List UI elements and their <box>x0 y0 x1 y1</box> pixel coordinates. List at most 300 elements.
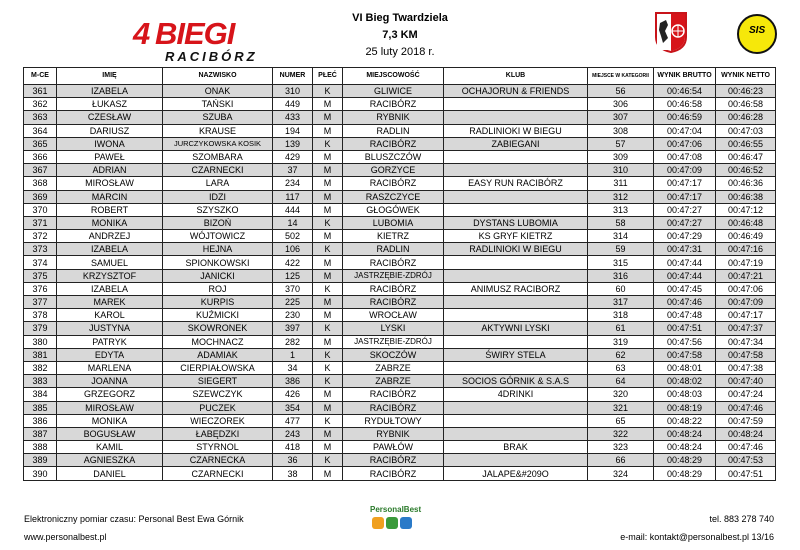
cell-gross-time: 00:48:22 <box>654 414 716 427</box>
cell-net-time: 00:47:38 <box>716 361 776 374</box>
cell-club <box>444 401 588 414</box>
cell-last-name: SKOWRONEK <box>163 322 273 335</box>
table-row <box>24 190 776 203</box>
cell-gender: K <box>313 282 343 295</box>
cell-bib-number: 194 <box>273 124 313 137</box>
cell-last-name: SZUBA <box>163 111 273 124</box>
cell-category-place: 312 <box>588 190 654 203</box>
cell-gross-time: 00:48:02 <box>654 375 716 388</box>
cell-first-name: PATRYK <box>57 335 163 348</box>
cell-place: 371 <box>24 216 57 229</box>
cell-gross-time: 00:47:51 <box>654 322 716 335</box>
cell-place: 376 <box>24 282 57 295</box>
cell-net-time: 00:47:09 <box>716 296 776 309</box>
cell-place: 390 <box>24 467 57 480</box>
cell-last-name: ADAMIAK <box>163 348 273 361</box>
cell-town: RYDUŁTOWY <box>343 414 444 427</box>
cell-place: 377 <box>24 296 57 309</box>
cell-category-place: 57 <box>588 137 654 150</box>
table-row <box>24 98 776 111</box>
cell-net-time: 00:47:03 <box>716 124 776 137</box>
cell-town: RYBNIK <box>343 111 444 124</box>
cell-category-place: 322 <box>588 427 654 440</box>
race-title: VI Bieg Twardziela <box>352 12 448 24</box>
cell-first-name: ROBERT <box>57 203 163 216</box>
cell-net-time: 00:47:06 <box>716 282 776 295</box>
cell-place: 364 <box>24 124 57 137</box>
column-header-gross-time: WYNIK BRUTTO <box>654 68 716 85</box>
cell-bib-number: 34 <box>273 361 313 374</box>
cell-last-name: ONAK <box>163 85 273 98</box>
cell-category-place: 66 <box>588 454 654 467</box>
cell-last-name: CZARNECKI <box>163 467 273 480</box>
cell-first-name: EDYTA <box>57 348 163 361</box>
cell-gender: M <box>313 269 343 282</box>
cell-place: 373 <box>24 243 57 256</box>
cell-first-name: ŁUKASZ <box>57 98 163 111</box>
cell-category-place: 64 <box>588 375 654 388</box>
cell-place: 369 <box>24 190 57 203</box>
cell-first-name: BOGUSŁAW <box>57 427 163 440</box>
cell-town: RACIBÓRZ <box>343 256 444 269</box>
cell-bib-number: 36 <box>273 454 313 467</box>
cell-club: SOCIOS GÓRNIK & S.A.S <box>444 375 588 388</box>
page-header <box>0 0 800 68</box>
cell-gender: M <box>313 388 343 401</box>
cell-net-time: 00:46:48 <box>716 216 776 229</box>
cell-town: RACIBÓRZ <box>343 467 444 480</box>
cell-town: SKOCZÓW <box>343 348 444 361</box>
table-row <box>24 230 776 243</box>
cell-gross-time: 00:47:08 <box>654 150 716 163</box>
cell-gender: M <box>313 190 343 203</box>
cell-club <box>444 427 588 440</box>
cell-last-name: SZEWCZYK <box>163 388 273 401</box>
cell-category-place: 321 <box>588 401 654 414</box>
cell-first-name: PAWEŁ <box>57 150 163 163</box>
run-icon <box>400 517 412 529</box>
cell-club: ŚWIRY STELA <box>444 348 588 361</box>
table-row <box>24 256 776 269</box>
cell-gross-time: 00:48:19 <box>654 401 716 414</box>
column-header-last-name: NAZWISKO <box>163 68 273 85</box>
cell-gender: M <box>313 98 343 111</box>
cell-town: LYSKI <box>343 322 444 335</box>
cell-category-place: 56 <box>588 85 654 98</box>
cell-gender: M <box>313 256 343 269</box>
cell-last-name: CZARNECKI <box>163 164 273 177</box>
cell-town: RACIBÓRZ <box>343 137 444 150</box>
cell-first-name: DARIUSZ <box>57 124 163 137</box>
cell-club <box>444 335 588 348</box>
cell-bib-number: 234 <box>273 177 313 190</box>
column-header-club: KLUB <box>444 68 588 85</box>
cell-town: PAWŁÓW <box>343 441 444 454</box>
cell-first-name: MIROSŁAW <box>57 177 163 190</box>
cell-net-time: 00:47:24 <box>716 388 776 401</box>
cell-gender: K <box>313 375 343 388</box>
cell-gross-time: 00:48:24 <box>654 441 716 454</box>
cell-bib-number: 418 <box>273 441 313 454</box>
cell-last-name: IDZI <box>163 190 273 203</box>
cell-gross-time: 00:47:45 <box>654 282 716 295</box>
table-row <box>24 85 776 98</box>
cell-bib-number: 397 <box>273 322 313 335</box>
swim-icon <box>372 517 384 529</box>
cell-place: 380 <box>24 335 57 348</box>
cell-net-time: 00:47:17 <box>716 309 776 322</box>
cell-gross-time: 00:47:04 <box>654 124 716 137</box>
cell-town: RACIBÓRZ <box>343 296 444 309</box>
sis-logo <box>737 14 777 54</box>
sis-logo-text: SIS <box>749 25 766 36</box>
cell-last-name: STYRNOL <box>163 441 273 454</box>
cell-club: DYSTANS LUBOMIA <box>444 216 588 229</box>
cell-gross-time: 00:47:58 <box>654 348 716 361</box>
city-crest-icon <box>654 11 688 53</box>
cell-last-name: SIEGERT <box>163 375 273 388</box>
cell-category-place: 63 <box>588 361 654 374</box>
cell-gross-time: 00:48:29 <box>654 454 716 467</box>
cell-category-place: 62 <box>588 348 654 361</box>
cell-bib-number: 38 <box>273 467 313 480</box>
cell-bib-number: 230 <box>273 309 313 322</box>
cell-gender: K <box>313 414 343 427</box>
table-row <box>24 177 776 190</box>
cell-net-time: 00:48:24 <box>716 427 776 440</box>
cell-last-name: LARA <box>163 177 273 190</box>
personalbest-logo-text: PersonalBest <box>370 505 422 514</box>
cell-bib-number: 225 <box>273 296 313 309</box>
cell-gross-time: 00:47:46 <box>654 296 716 309</box>
cell-place: 386 <box>24 414 57 427</box>
cell-club: RADLINIOKI W BIEGU <box>444 243 588 256</box>
cell-first-name: MONIKA <box>57 216 163 229</box>
website-link[interactable]: www.personalbest.pl <box>24 532 107 542</box>
cell-gross-time: 00:47:06 <box>654 137 716 150</box>
cell-gross-time: 00:47:09 <box>654 164 716 177</box>
cell-place: 387 <box>24 427 57 440</box>
cell-gender: K <box>313 216 343 229</box>
cell-bib-number: 426 <box>273 388 313 401</box>
cell-net-time: 00:47:34 <box>716 335 776 348</box>
table-row <box>24 243 776 256</box>
cell-gross-time: 00:48:24 <box>654 427 716 440</box>
cell-town: RACIBÓRZ <box>343 388 444 401</box>
cell-net-time: 00:46:52 <box>716 164 776 177</box>
cell-gross-time: 00:46:54 <box>654 85 716 98</box>
cell-town: RADLIN <box>343 243 444 256</box>
cell-category-place: 324 <box>588 467 654 480</box>
results-table <box>23 67 776 481</box>
column-header-town: MIEJSCOWOŚĆ <box>343 68 444 85</box>
cell-first-name: ANDRZEJ <box>57 230 163 243</box>
cell-place: 366 <box>24 150 57 163</box>
cell-gender: M <box>313 203 343 216</box>
cell-first-name: SAMUEL <box>57 256 163 269</box>
cell-net-time: 00:47:21 <box>716 269 776 282</box>
cell-bib-number: 106 <box>273 243 313 256</box>
cell-place: 365 <box>24 137 57 150</box>
cell-last-name: SZOMBARA <box>163 150 273 163</box>
cell-category-place: 60 <box>588 282 654 295</box>
cell-category-place: 319 <box>588 335 654 348</box>
cell-bib-number: 14 <box>273 216 313 229</box>
cell-place: 375 <box>24 269 57 282</box>
logo-main-text: BIEGI <box>155 16 235 51</box>
cell-net-time: 00:46:58 <box>716 98 776 111</box>
cell-category-place: 316 <box>588 269 654 282</box>
cell-town: GLIWICE <box>343 85 444 98</box>
cell-last-name: SZYSZKO <box>163 203 273 216</box>
cell-bib-number: 477 <box>273 414 313 427</box>
column-header-bib-number: NUMER <box>273 68 313 85</box>
cell-net-time: 00:47:19 <box>716 256 776 269</box>
cell-gross-time: 00:47:56 <box>654 335 716 348</box>
column-header-category-place: MIEJSCE W KATEGORII <box>588 68 654 85</box>
cell-category-place: 317 <box>588 296 654 309</box>
cell-first-name: KRZYSZTOF <box>57 269 163 282</box>
event-logo <box>133 14 273 66</box>
cell-club: BRAK <box>444 441 588 454</box>
table-row <box>24 361 776 374</box>
cell-category-place: 313 <box>588 203 654 216</box>
cell-net-time: 00:47:16 <box>716 243 776 256</box>
cell-club: JALAPE&#209O <box>444 467 588 480</box>
cell-gross-time: 00:47:44 <box>654 256 716 269</box>
cell-first-name: IZABELA <box>57 85 163 98</box>
cell-last-name: TAŃSKI <box>163 98 273 111</box>
cell-last-name: HEJNA <box>163 243 273 256</box>
table-row <box>24 216 776 229</box>
cell-town: RYBNIK <box>343 427 444 440</box>
cell-gender: K <box>313 137 343 150</box>
cell-gender: M <box>313 467 343 480</box>
cell-gender: M <box>313 124 343 137</box>
table-row <box>24 309 776 322</box>
cell-club: ZABIEGANI <box>444 137 588 150</box>
cell-last-name: JANICKI <box>163 269 273 282</box>
cell-net-time: 00:47:40 <box>716 375 776 388</box>
cell-town: WROCŁAW <box>343 309 444 322</box>
cell-last-name: CIERPIAŁOWSKA <box>163 361 273 374</box>
cell-gender: K <box>313 348 343 361</box>
cell-gender: K <box>313 85 343 98</box>
cell-club <box>444 203 588 216</box>
table-row <box>24 111 776 124</box>
cell-club <box>444 190 588 203</box>
cell-net-time: 00:47:51 <box>716 467 776 480</box>
cell-net-time: 00:47:46 <box>716 401 776 414</box>
cell-club <box>444 296 588 309</box>
phone-number: tel. 883 278 740 <box>709 514 774 524</box>
race-distance: 7,3 KM <box>382 29 418 41</box>
cell-place: 383 <box>24 375 57 388</box>
column-header-first-name: IMIĘ <box>57 68 163 85</box>
cell-place: 378 <box>24 309 57 322</box>
table-row <box>24 401 776 414</box>
cell-category-place: 310 <box>588 164 654 177</box>
cell-gender: K <box>313 361 343 374</box>
table-row <box>24 282 776 295</box>
cell-bib-number: 1 <box>273 348 313 361</box>
cell-town: RADLIN <box>343 124 444 137</box>
table-header-row <box>24 68 776 85</box>
cell-first-name: KAMIL <box>57 441 163 454</box>
cell-bib-number: 502 <box>273 230 313 243</box>
cell-gender: M <box>313 177 343 190</box>
page-footer <box>0 505 800 550</box>
cell-town: ZABRZE <box>343 375 444 388</box>
cell-last-name: BIZOŃ <box>163 216 273 229</box>
cell-gross-time: 00:47:31 <box>654 243 716 256</box>
cell-club: ANIMUSZ RACIBORZ <box>444 282 588 295</box>
cell-last-name: WIECZOREK <box>163 414 273 427</box>
cell-category-place: 320 <box>588 388 654 401</box>
table-row <box>24 269 776 282</box>
cell-club <box>444 269 588 282</box>
cell-first-name: IZABELA <box>57 282 163 295</box>
cell-last-name: KRAUSE <box>163 124 273 137</box>
cell-bib-number: 449 <box>273 98 313 111</box>
cell-place: 388 <box>24 441 57 454</box>
cell-bib-number: 433 <box>273 111 313 124</box>
cell-net-time: 00:46:28 <box>716 111 776 124</box>
cell-last-name: PUCZEK <box>163 401 273 414</box>
cell-place: 368 <box>24 177 57 190</box>
cell-club <box>444 98 588 111</box>
cell-first-name: ADRIAN <box>57 164 163 177</box>
cell-place: 381 <box>24 348 57 361</box>
cell-first-name: JUSTYNA <box>57 322 163 335</box>
cell-first-name: JOANNA <box>57 375 163 388</box>
cell-first-name: DANIEL <box>57 467 163 480</box>
table-row <box>24 322 776 335</box>
cell-category-place: 309 <box>588 150 654 163</box>
cell-place: 372 <box>24 230 57 243</box>
cell-club: OCHAJORUN & FRIENDS <box>444 85 588 98</box>
cell-net-time: 00:47:53 <box>716 454 776 467</box>
cell-first-name: AGNIESZKA <box>57 454 163 467</box>
cell-gross-time: 00:46:58 <box>654 98 716 111</box>
cell-category-place: 318 <box>588 309 654 322</box>
cell-net-time: 00:46:38 <box>716 190 776 203</box>
cell-bib-number: 117 <box>273 190 313 203</box>
cell-club <box>444 256 588 269</box>
email-and-page: e-mail: kontakt@personalbest.pl 13/16 <box>620 532 774 542</box>
cell-category-place: 314 <box>588 230 654 243</box>
cell-town: BLUSZCZÓW <box>343 150 444 163</box>
cell-last-name: CZARNECKA <box>163 454 273 467</box>
cell-town: ZABRZE <box>343 361 444 374</box>
cell-last-name: JURCZYKOWSKA KOSIK <box>163 137 273 150</box>
cell-place: 361 <box>24 85 57 98</box>
cell-place: 370 <box>24 203 57 216</box>
cell-town: GORZYCE <box>343 164 444 177</box>
cell-net-time: 00:47:59 <box>716 414 776 427</box>
cell-gross-time: 00:48:01 <box>654 361 716 374</box>
cell-net-time: 00:46:47 <box>716 150 776 163</box>
cell-net-time: 00:47:12 <box>716 203 776 216</box>
cell-first-name: MARCIN <box>57 190 163 203</box>
cell-town: RACIBÓRZ <box>343 401 444 414</box>
cell-club <box>444 309 588 322</box>
cell-first-name: MARLENA <box>57 361 163 374</box>
cell-gross-time: 00:47:27 <box>654 203 716 216</box>
cell-club: KS GRYF KIETRZ <box>444 230 588 243</box>
table-row <box>24 441 776 454</box>
cell-bib-number: 282 <box>273 335 313 348</box>
timing-credit: Elektroniczny pomiar czasu: Personal Best Ewa Górnik <box>24 514 244 524</box>
cell-gender: M <box>313 111 343 124</box>
cell-town: KIETRZ <box>343 230 444 243</box>
cell-gross-time: 00:47:27 <box>654 216 716 229</box>
cell-town: RACIBÓRZ <box>343 98 444 111</box>
cell-last-name: ŁABĘDZKI <box>163 427 273 440</box>
cell-place: 384 <box>24 388 57 401</box>
cell-category-place: 307 <box>588 111 654 124</box>
cell-place: 363 <box>24 111 57 124</box>
cell-gender: M <box>313 296 343 309</box>
cell-gender: K <box>313 322 343 335</box>
table-body <box>24 85 776 481</box>
cell-net-time: 00:46:23 <box>716 85 776 98</box>
cell-first-name: GRZEGORZ <box>57 388 163 401</box>
logo-city-text: RACIBÓRZ <box>165 49 258 64</box>
cell-gross-time: 00:48:29 <box>654 467 716 480</box>
cell-club <box>444 454 588 467</box>
cell-bib-number: 125 <box>273 269 313 282</box>
cell-gender: M <box>313 164 343 177</box>
cell-gross-time: 00:47:44 <box>654 269 716 282</box>
cell-place: 362 <box>24 98 57 111</box>
cell-town: RACIBÓRZ <box>343 177 444 190</box>
cell-category-place: 308 <box>588 124 654 137</box>
cell-first-name: CZESŁAW <box>57 111 163 124</box>
cell-category-place: 306 <box>588 98 654 111</box>
cell-category-place: 58 <box>588 216 654 229</box>
table-row <box>24 335 776 348</box>
cell-bib-number: 370 <box>273 282 313 295</box>
cell-club: EASY RUN RACIBÓRZ <box>444 177 588 190</box>
cell-gender: K <box>313 243 343 256</box>
cell-place: 382 <box>24 361 57 374</box>
cell-bib-number: 354 <box>273 401 313 414</box>
table-row <box>24 467 776 480</box>
cell-bib-number: 139 <box>273 137 313 150</box>
cell-place: 367 <box>24 164 57 177</box>
cell-town: LUBOMIA <box>343 216 444 229</box>
cell-gender: M <box>313 401 343 414</box>
cell-net-time: 00:46:36 <box>716 177 776 190</box>
cell-net-time: 00:46:55 <box>716 137 776 150</box>
cell-club <box>444 164 588 177</box>
cell-category-place: 59 <box>588 243 654 256</box>
table-row <box>24 414 776 427</box>
cell-category-place: 61 <box>588 322 654 335</box>
cell-category-place: 315 <box>588 256 654 269</box>
cell-gross-time: 00:48:03 <box>654 388 716 401</box>
cell-club: RADLINIOKI W BIEGU <box>444 124 588 137</box>
cell-bib-number: 37 <box>273 164 313 177</box>
logo-number: 4 <box>133 16 149 51</box>
cell-place: 379 <box>24 322 57 335</box>
cell-gender: K <box>313 454 343 467</box>
table-row <box>24 137 776 150</box>
cell-club: 4DRINKI <box>444 388 588 401</box>
table-row <box>24 150 776 163</box>
cell-place: 389 <box>24 454 57 467</box>
